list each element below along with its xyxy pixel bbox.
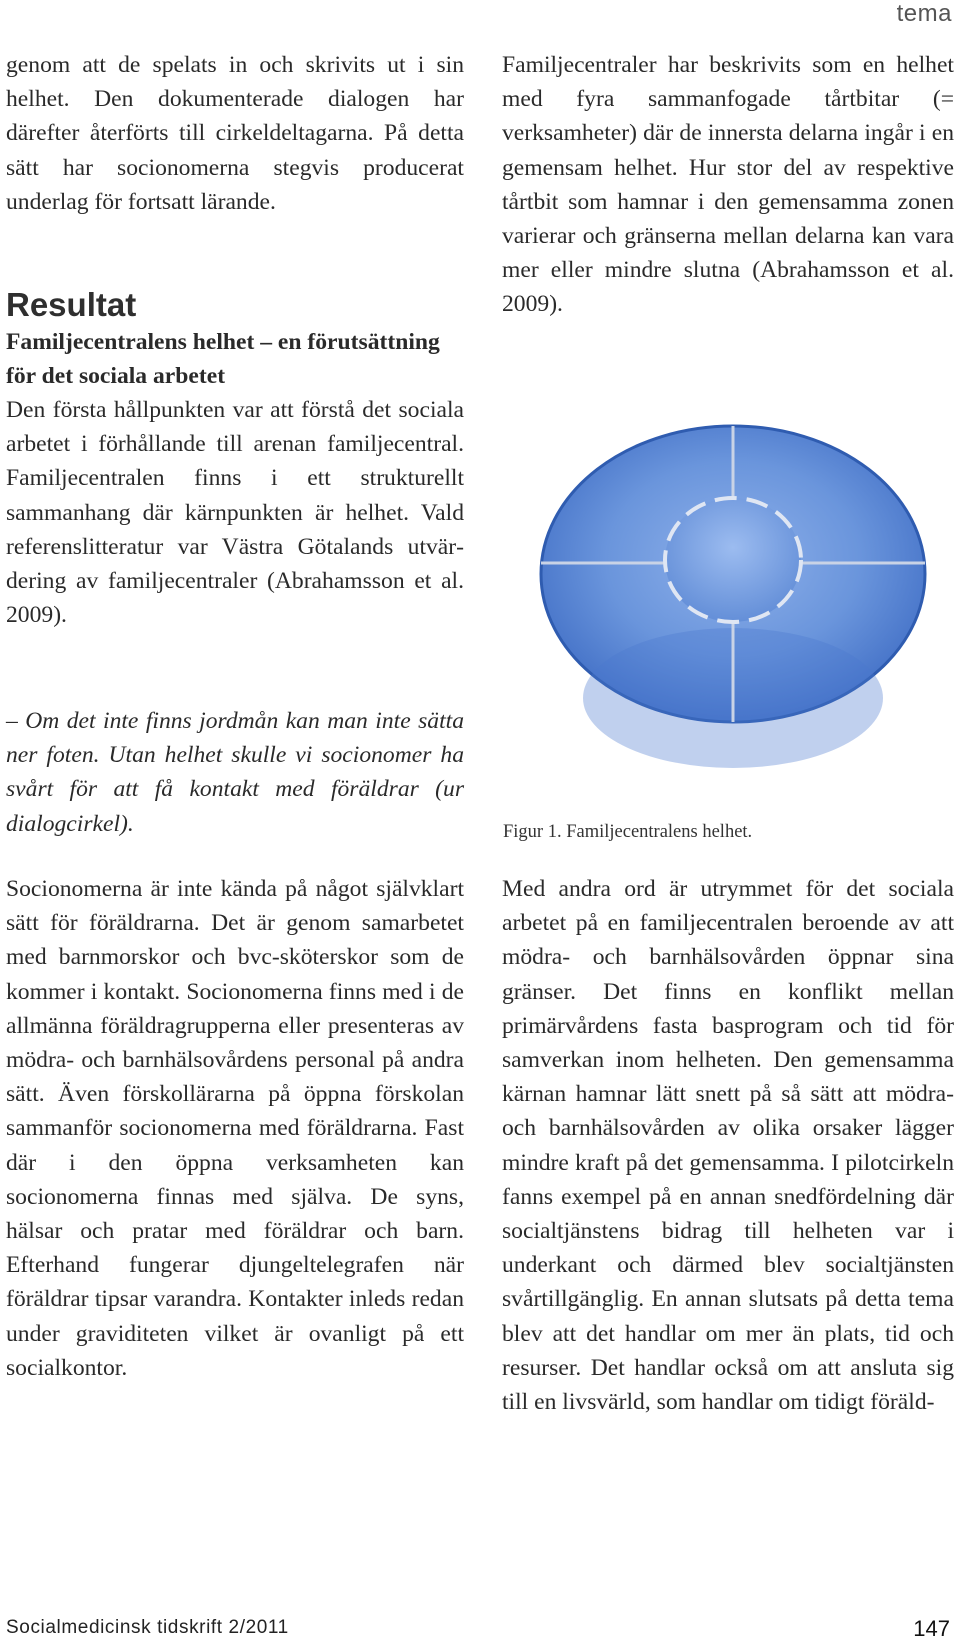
family-center-figure — [513, 398, 953, 830]
pie-diagram — [513, 398, 953, 830]
quote-paragraph — [6, 704, 464, 841]
section-heading: Resultat — [6, 286, 137, 323]
right-paragraph-2: Med andra ord är utrymmet för det sociala arbetet på en familjecentralen beroende av att mödra- och barnhälsovården öppnar sina gränser. Det finns en konflikt mellan primärvårdens fasta basprogram och tid för samverkan inom helheten. Den gemensamma kärnan hamnar lätt snett på så sätt att mödra- och barnhälsovården av olika orsaker lägger mindre kraft på det gemensamma. I pilotcirkeln fanns exempel på en annan snedfördelning där socialtjänstens bidrag till helheten var i underkant och därmed blev socialtjänsten svårtillgänglig. En annan slutsats på detta tema blev att det handlar om mer än plats, tid och resurser. Det handlar också om att ansluta sig till en livsvärld, som handlar om tidigt föräld- — [502, 876, 954, 1416]
results-section — [6, 285, 464, 632]
quote-block — [6, 704, 464, 841]
right-intro — [502, 48, 954, 322]
left-body — [6, 872, 464, 1385]
body-paragraph-left: Socionomerna är inte kända på något självklart sätt för föräldrarna. Det är genom samarbetet med barnmorskor och bvc-sköterskor som de kommer i kontakt. Socionomerna finns med i de allmänna föräldragrupperna eller presenteras av mödra- och barnhälsovårdens personal på andra sätt. Även förskollärarna på öppna förskolan sammanför socionomerna med föräldrarna. Fast där i den öppna verksamheten kan socionomerna finnas med själva. De syns, hälsar och pratar med föräldrar och barn. Efterhand fungerar djungeltelegrafen när föräldrar tipsar varandra. Kontakter inleds redan under graviditeten vilket är ovanligt på ett socialkontor. — [6, 876, 464, 1381]
journal-footer: Socialmedicinsk tidskrift 2/2011 — [6, 1617, 289, 1638]
quote-source: (ur dialogcirkel). — [6, 776, 465, 837]
left-intro — [6, 48, 464, 219]
intro-paragraph: genom att de spelats in och skrivits ut i sin helhet. Den dokumenterade dialogen har därefter återförts till cirkeldeltagarna. På detta sätt har socionomerna stegvis producerat underlag för fortsatt lärande. — [6, 52, 464, 215]
right-paragraph-1: Familjecentraler har beskrivits som en helhet med fyra sammanfogade tårtbitar (= verksamheter) där de innersta delarna ingår i en gemensam helhet. Hur stor del av respektive tårtbit som hamnar i den gemensamma zonen varierar och gränserna mellan delarna kan vara mer eller mindre slutna (Abrahamsson et al. 2009). — [502, 52, 954, 318]
page-number: 147 — [913, 1616, 950, 1641]
figure-caption: Figur 1. Familjecentralens helhet. — [503, 822, 753, 842]
quote-text: – Om det inte finns jordmån kan man inte sätta ner foten. Utan helhet skulle vi socionomer ha svårt för att få kontakt med föräldrar — [6, 708, 464, 803]
section-subheading: Familjecentralens helhet – en förutsättning för det sociala arbetet — [6, 329, 440, 389]
section-tag: tema — [896, 0, 952, 27]
inner-core — [665, 498, 801, 622]
right-body — [502, 872, 954, 1419]
results-paragraph: Den första hållpunkten var att förstå det sociala arbetet i förhållande till arenan familjecentral. Familjecentralen finns i ett strukturellt sammanhang där kärnpunkten är helhet. Vald referenslitteratur var Västra Götalands utvärdering av familjecentraler (Abrahamsson et al. 2009). — [6, 397, 464, 629]
